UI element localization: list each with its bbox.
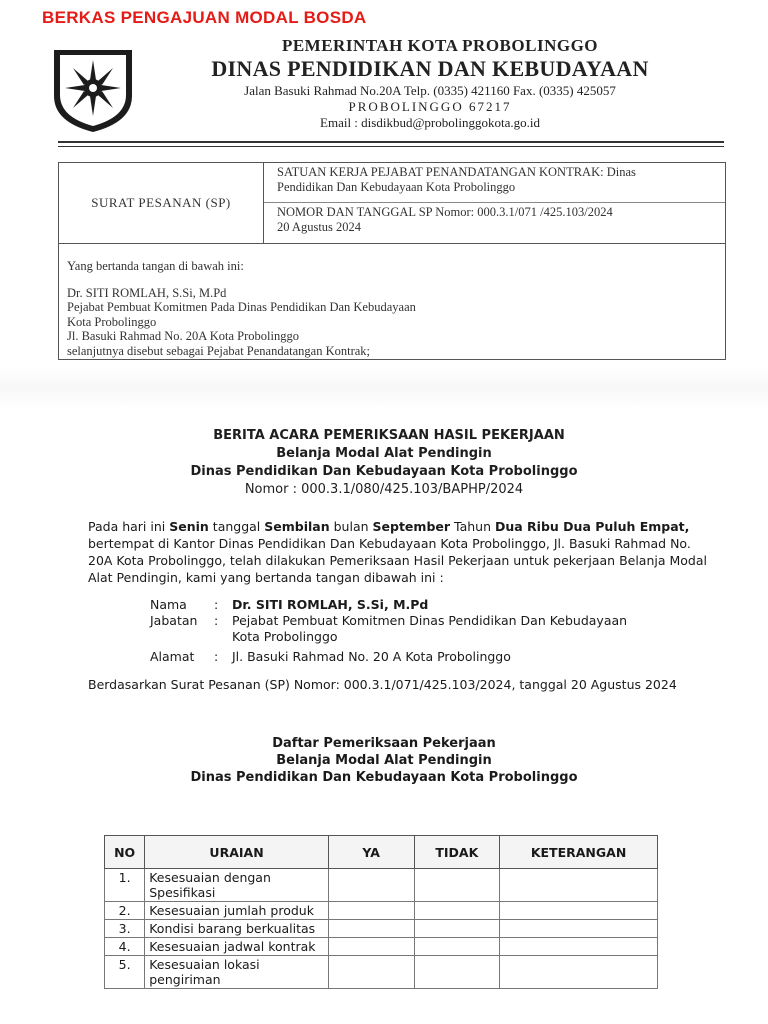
letterhead [150,36,710,131]
document-banner: BERKAS PENGAJUAN MODAL BOSDA [42,8,367,27]
bap-subtitle-2: Dinas Pendidikan Dan Kebudayaan Kota Probolinggo [190,464,578,479]
letterhead-city: PROBOLINGGO 67217 [348,99,512,114]
row-description: Kondisi barang berkualitas [145,920,329,938]
checklist-heading [0,735,768,786]
letterhead-address: Jalan Basuki Rahmad No.20A Telp. (0335) 421160 Fax. (0335) 425057 [244,83,616,98]
row-keterangan-cell [500,920,658,938]
row-ya-cell [328,938,414,956]
para-text: tanggal [212,519,261,534]
letterhead-agency: DINAS PENDIDIKAN DAN KEBUDAYAAN [211,56,649,81]
bap-heading [0,428,768,497]
para-date: Sembilan [264,519,330,534]
sp-number [277,205,717,235]
letterhead-government: PEMERINTAH KOTA PROBOLINGGO [281,36,599,55]
surat-pesanan-box [58,162,726,360]
row-ya-cell [328,902,414,920]
row-tidak-cell [414,902,500,920]
row-description: Kesesuaian jumlah produk [145,902,329,920]
sp-signer-address: Jl. Basuki Rahmad No. 20A Kota Probolinggo [67,329,299,343]
sp-number-line1: NOMOR DAN TANGGAL SP Nomor: 000.3.1/071 /425.103/2024 [277,205,613,219]
field-colon: : [214,613,219,628]
row-number: 2. [105,902,145,920]
sp-body [67,259,707,358]
row-keterangan-cell [500,956,658,989]
para-year: Dua Ribu Dua Puluh Empat, [495,519,690,534]
row-keterangan-cell [500,869,658,902]
field-colon: : [214,649,219,664]
row-keterangan-cell [500,902,658,920]
field-row-nama [150,597,632,613]
checklist-title: Daftar Pemeriksaan Pekerjaan [272,736,496,751]
sp-inner-divider [264,202,725,203]
field-row-jabatan [150,613,632,645]
sp-intro: Yang bertanda tangan di bawah ini: [67,259,244,273]
field-value-jabatan [232,613,632,645]
row-tidak-cell [414,869,500,902]
table-row [105,902,658,920]
para-text: Pada hari ini [88,519,166,534]
col-keterangan: KETERANGAN [500,836,658,869]
field-value-nama: Dr. SITI ROMLAH, S.Si, M.Pd [232,597,429,612]
signer-fields [150,597,632,665]
row-ya-cell [328,920,414,938]
row-ya-cell [328,869,414,902]
sp-divider [59,243,725,244]
jabatan-line1: Pejabat Pembuat Komitmen Dinas Pendidikan Dan Kebudayaan [232,613,628,628]
row-number: 3. [105,920,145,938]
para-text: Tahun [454,519,492,534]
col-ya: YA [328,836,414,869]
sp-signer-position: Pejabat Pembuat Komitmen Pada Dinas Pendidikan Dan Kebudayaan [67,300,416,314]
bap-paragraph [88,518,708,586]
field-label: Alamat [150,649,195,664]
sp-satker-line2: Pendidikan Dan Kebudayaan Kota Probolinggo [277,180,516,194]
table-row [105,869,658,902]
page-separator [0,368,768,408]
row-ya-cell [328,956,414,989]
table-row [105,920,658,938]
col-no: NO [105,836,145,869]
sp-satker-line1: SATUAN KERJA PEJABAT PENANDATANGAN KONTRAK: Dinas [277,165,636,179]
jabatan-line2: Kota Probolinggo [232,629,338,644]
sp-number-line2: 20 Agustus 2024 [277,220,362,234]
row-tidak-cell [414,920,500,938]
letterhead-rule-thick [58,141,724,143]
row-description: Kesesuaian dengan Spesifikasi [145,869,329,902]
sp-reference: Berdasarkan Surat Pesanan (SP) Nomor: 000.3.1/071/425.103/2024, tanggal 20 Agustus 2024 [88,677,677,692]
row-description: Kesesuaian lokasi pengiriman [145,956,329,989]
letterhead-rule-thin [58,146,724,147]
checklist-subtitle-2: Dinas Pendidikan Dan Kebudayaan Kota Probolinggo [190,770,578,785]
row-number: 4. [105,938,145,956]
table-row [105,956,658,989]
field-row-alamat [150,649,632,665]
field-label: Nama [150,597,187,612]
col-tidak: TIDAK [414,836,500,869]
row-description: Kesesuaian jadwal kontrak [145,938,329,956]
row-tidak-cell [414,956,500,989]
checklist-subtitle-1: Belanja Modal Alat Pendingin [276,753,492,768]
field-value-alamat: Jl. Basuki Rahmad No. 20 A Kota Probolinggo [232,649,511,664]
bap-subtitle-1: Belanja Modal Alat Pendingin [276,446,492,461]
bap-number: Nomor : 000.3.1/080/425.103/BAPHP/2024 [244,482,524,497]
sp-signer-position-city: Kota Probolinggo [67,314,157,329]
table-header-row [105,836,658,869]
sp-satker [277,165,717,195]
para-day: Senin [169,519,209,534]
para-text: bulan [333,519,369,534]
row-tidak-cell [414,938,500,956]
field-colon: : [214,597,219,612]
sp-signer-name: Dr. SITI ROMLAH, S.Si, M.Pd [67,285,227,300]
col-uraian: URAIAN [145,836,329,869]
table-row [105,938,658,956]
city-emblem-logo [50,44,136,134]
field-label: Jabatan [150,613,198,628]
row-keterangan-cell [500,938,658,956]
row-number: 5. [105,956,145,989]
sp-title: SURAT PESANAN (SP) [59,163,264,243]
sp-closing: selanjutnya disebut sebagai Pejabat Penandatangan Kontrak; [67,343,371,358]
bap-title: BERITA ACARA PEMERIKSAAN HASIL PEKERJAAN [213,428,565,443]
row-number: 1. [105,869,145,902]
para-month: September [372,519,451,534]
inspection-table [104,835,658,989]
para-text: bertempat di Kantor Dinas Pendidikan Dan Kebudayaan Kota Probolinggo, Jl. Basuki Rahmad No. 20A Kota Probolinggo, telah dilakukan Pemeriksaan Hasil Pekerjaan untuk pekerjaan Belanja Modal Alat Pendingin, kami yang bertanda tangan dibawah ini : [88,536,708,585]
letterhead-email: Email : disdikbud@probolinggokota.go.id [320,115,540,130]
